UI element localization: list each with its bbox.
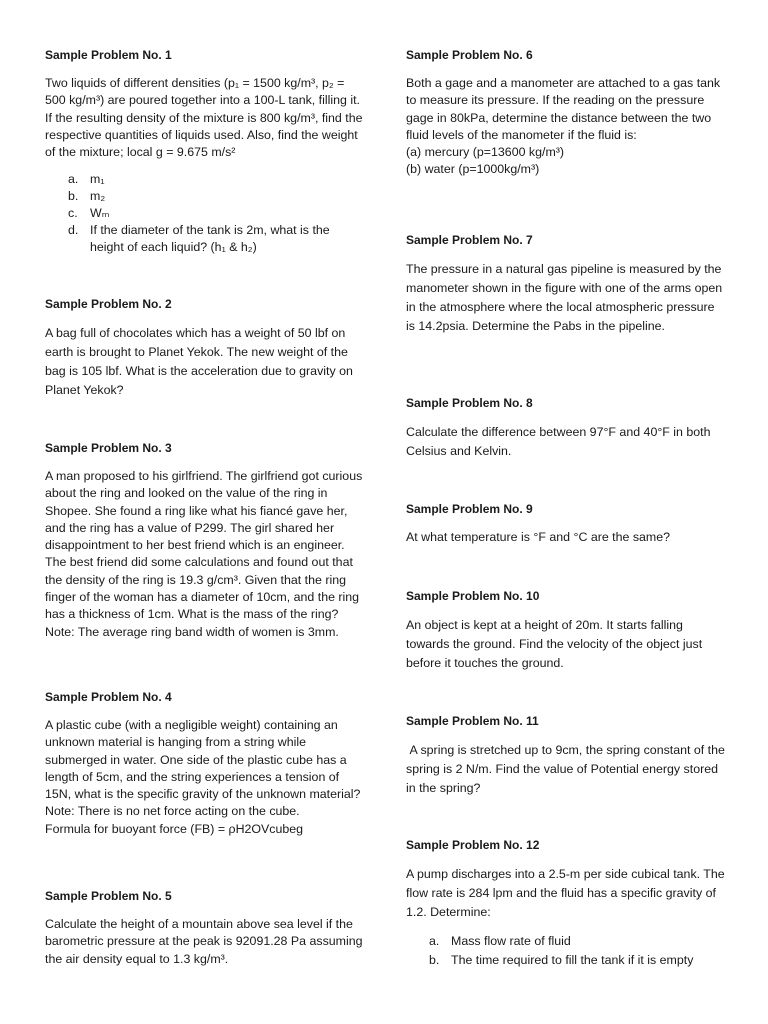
problem-text: Calculate the height of a mountain above sea level if the barometric pressure at the peak is 92091.28 Pa assuming the air density equal to 1.3 kg/m³. [45,917,363,966]
problem-text: At what temperature is °F and °C are the same? [406,530,671,544]
problem-text: A plastic cube (with a negligible weight) containing an unknown material is hanging from a string while submerged in water. One side of the plastic cube has a length of 5cm, and the string experiences a tension of 15N, what is the specific gravity of the unknown material? [45,718,361,802]
problem-note: Note: The average ring band width of women is 3mm. [45,624,339,639]
problem-title: Sample Problem No. 2 [45,297,172,311]
problem-text: A bag full of chocolates which has a weight of 50 lbf on earth is brought to Planet Yekok. The new weight of the bag is 105 lbf. What is the acceleration due to gravity on Planet Yekok? [45,326,353,397]
list-item: a. m₁ [68,172,105,187]
fluid-option: (a) mercury (p=13600 kg/m³) [406,145,565,160]
problem-title: Sample Problem No. 1 [45,48,172,62]
problem-4 [45,689,365,838]
list-item: d. If the diameter of the tank is 2m, what is the height of each liquid? (h₁ & h₂) [68,222,330,254]
problem-title: Sample Problem No. 9 [406,502,533,516]
problem-text: Calculate the difference between 97°F and 40°F in both Celsius and Kelvin. [406,425,711,458]
problem-8 [406,395,726,461]
problem-title: Sample Problem No. 8 [406,396,533,410]
problem-title: Sample Problem No. 11 [406,714,539,728]
problem-text: An object is kept at a height of 20m. It starts falling towards the ground. Find the velocity of the object just before it touches the ground. [406,618,703,670]
item-list [45,171,365,255]
problem-title: Sample Problem No. 10 [406,589,540,603]
fluid-option: (b) water (p=1000kg/m³) [406,162,540,177]
problem-title: Sample Problem No. 5 [45,889,172,903]
problem-text: A pump discharges into a 2.5-m per side cubical tank. The flow rate is 284 lpm and the fluid has a specific gravity of 1.2. Determine: [406,867,725,919]
problem-note: Note: There is no net force acting on the cube. [45,804,300,819]
problem-5 [45,888,365,968]
item-list [406,932,726,970]
problem-11 [406,713,729,798]
list-item: b. The time required to fill the tank if it is empty [429,953,694,967]
problem-1 [45,47,365,255]
problem-text: A man proposed to his girlfriend. The girlfriend got curious about the ring and looked on the value of the ring in Shopee. She found a ring like what his fiancé gave her, and the ring has a value of P299. The girl shared her disappointment to her best friend which is an engineer. The best friend did some calculations and found out that the density of the ring is 19.3 g/cm³. Given that the ring finger of the woman has a diameter of 10cm, and the ring has a thickness of 1cm. What is the mass of the ring? [45,469,363,622]
problem-text: A spring is stretched up to 9cm, the spring constant of the spring is 2 N/m. Find the value of Potential energy stored in the spring? [406,743,729,795]
problem-2 [45,296,365,400]
problem-9 [406,501,726,546]
problem-6 [406,47,726,179]
list-item: b. m₂ [68,189,106,204]
problem-title: Sample Problem No. 3 [45,441,172,455]
problem-title: Sample Problem No. 4 [45,690,172,704]
problem-3 [45,440,365,641]
problem-title: Sample Problem No. 7 [406,233,533,247]
list-item: a. Mass flow rate of fluid [429,934,571,948]
problem-title: Sample Problem No. 6 [406,48,533,62]
problem-text: Two liquids of different densities (p₁ = 1500 kg/m³, p₂ = 500 kg/m³) are poured together into a 100-L tank, filling it. If the resulting density of the mixture is 800 kg/m³, find the respective quantities of liquids used. Also, find the weight of the mixture; local g = 9.675 m/s² [45,76,363,160]
problem-12 [406,837,726,970]
problem-title: Sample Problem No. 12 [406,838,540,852]
problem-7 [406,232,726,336]
problem-10 [406,588,726,673]
problem-text: The pressure in a natural gas pipeline is measured by the manometer shown in the figure with one of the arms open in the atmosphere where the local atmospheric pressure is 14.2psia. Determine the Pabs in the pipeline. [406,262,723,333]
problem-text: Both a gage and a manometer are attached to a gas tank to measure its pressure. If the reading on the pressure gage in 80kPa, determine the distance between the two fluid levels of the manometer if the fluid is: [406,76,721,142]
buoyant-force-formula: Formula for buoyant force (FB) = ρH2OVcubeg [45,821,304,836]
list-item: c. Wₘ [68,206,110,221]
